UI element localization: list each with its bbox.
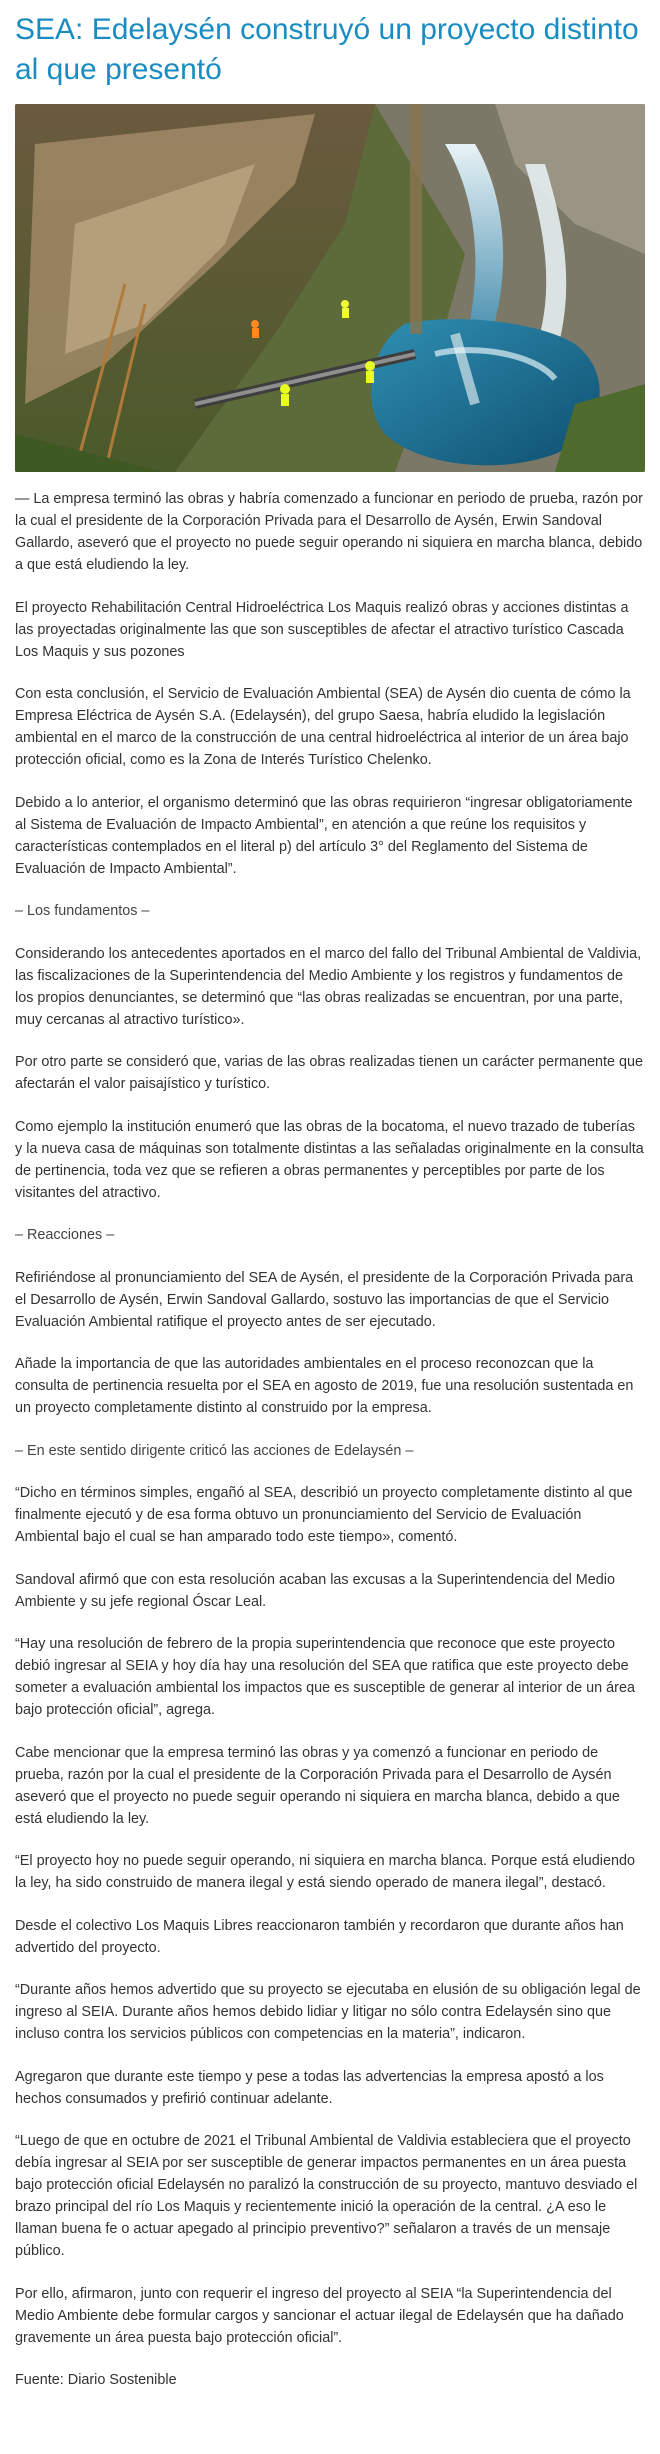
- paragraph-quote: “Hay una resolución de febrero de la propia superintendencia que reconoce que este proyecto debió ingresar al SEIA y hoy día hay una resolución del SEA que ratifica que este proyecto debe someter a evaluación ambiental los impactos que es susceptible de generar al interior de un área bajo protección oficial”, agrega.: [15, 1636, 635, 1718]
- paragraph-lead: — La empresa terminó las obras y habría comenzado a funcionar en periodo de prueba, razón por la cual el presidente de la Corporación Privada para el Desarrollo de Aysén, Erwin Sandoval Gallardo, aseveró que el proyecto no puede seguir operando ni siquiera en marcha blanca, debido a que está eludiendo la ley.: [15, 491, 643, 573]
- paragraph: Con esta conclusión, el Servicio de Evaluación Ambiental (SEA) de Aysén dio cuenta de cómo la Empresa Eléctrica de Aysén S.A. (Edelaysén), del grupo Saesa, habría eludido la legislación ambiental en el marco de la construcción de una central hidroeléctrica al interior de un área bajo protección oficial, como es la Zona de Interés Turístico Chelenko.: [15, 686, 631, 768]
- article-title: SEA: Edelaysén construyó un proyecto distinto al que presentó: [15, 13, 639, 86]
- source-credit: Fuente: Diario Sostenible: [15, 2372, 177, 2388]
- section-heading-fundamentos: – Los fundamentos –: [15, 903, 150, 919]
- paragraph-quote: “Dicho en términos simples, engañó al SEA, describió un proyecto completamente distinto al que finalmente ejecutó y de esa forma obtuvo un pronunciamiento del Servicio de Evaluación Ambiental bajo el cual se han amparado todo este tiempo», comentó.: [15, 1485, 633, 1545]
- paragraph: Considerando los antecedentes aportados en el marco del fallo del Tribunal Ambiental de Valdivia, las fiscalizaciones de la Superintendencia del Medio Ambiente y los registros y fundamentos de los propios denunciantes, se determinó que “las obras realizadas se encuentran, por una parte, muy cercanas al atractivo turístico».: [15, 945, 642, 1028]
- paragraph: Por ello, afirmaron, junto con requerir el ingreso del proyecto al SEIA “la Superintendencia del Medio Ambiente debe formular cargos y sancionar el actuar ilegal de Edelaysén que ha dañado gravemente un área puesta bajo protección oficial”.: [15, 2285, 624, 2346]
- paragraph: Refiriéndose al pronunciamiento del SEA de Aysén, el presidente de la Corporación Privada para el Desarrollo de Aysén, Erwin Sandoval Gallardo, sostuvo las importancias de que el Servicio Evaluación Ambiental ratifique el proyecto antes de ser ejecutado.: [15, 1269, 634, 1330]
- hero-image: [15, 104, 645, 472]
- paragraph: Agregaron que durante este tiempo y pese a todas las advertencias la empresa apostó a los hechos consumados y prefirió continuar adelante.: [15, 2068, 604, 2107]
- paragraph: Cabe mencionar que la empresa terminó las obras y ya comenzó a funcionar en periodo de prueba, razón por la cual el presidente de la Corporación Privada para el Desarrollo de Aysén aseveró que el proyecto no puede seguir operando ni siquiera en marcha blanca, debido a que está eludiendo la ley.: [15, 1744, 620, 1827]
- paragraph: Añade la importancia de que las autoridades ambientales en el proceso reconozcan que la consulta de pertinencia resuelta por el SEA en agosto de 2019, fue una resolución sustentada en un proyecto completamente distinto al construido por la empresa.: [15, 1356, 634, 1416]
- paragraph: Sandoval afirmó que con esta resolución acaban las excusas a la Superintendencia del Medio Ambiente y su jefe regional Óscar Leal.: [15, 1571, 615, 1610]
- paragraph: El proyecto Rehabilitación Central Hidroeléctrica Los Maquis realizó obras y acciones distintas a las proyectadas originalmente las que son susceptibles de afectar el atractivo turístico Cascada Los Maquis y sus pozones: [15, 599, 629, 660]
- section-heading-criticas: – En este sentido dirigente criticó las acciones de Edelaysén –: [15, 1442, 414, 1459]
- paragraph-quote: “Luego de que en octubre de 2021 el Tribunal Ambiental de Valdivia estableciera que el proyecto debía ingresar al SEIA por ser susceptible de generar impactos permanentes en un área puesta bajo protección oficial Edelaysén no paralizó la construcción de su proyecto, mantuvo desviado el brazo principal del río Los Maquis y recientemente inició la operación de la central. ¿A eso le llaman buena fe o actuar apegado al principio preventivo?” señalaron a través de un mensaje público.: [15, 2133, 638, 2259]
- paragraph: Por otro parte se consideró que, varias de las obras realizadas tienen un carácter permanente que afectarán el valor paisajístico y turístico.: [15, 1054, 643, 1092]
- paragraph: Debido a lo anterior, el organismo determinó que las obras requirieron “ingresar obligatoriamente al Sistema de Evaluación de Impacto Ambiental”, en atención a que reúne los requisitos y características contemplados en el literal p) del artículo 3° del Reglamento del Sistema de Evaluación de Impacto Ambiental”.: [15, 794, 633, 877]
- paragraph-quote: “Durante años hemos advertido que su proyecto se ejecutaba en elusión de su obligación legal de ingreso al SEIA. Durante años hemos debido lidiar y litigar no sólo contra Edelaysén sino que incluso contra los servicios públicos con competencias en la materia”, indicaron.: [15, 1982, 641, 2042]
- paragraph: Desde el colectivo Los Maquis Libres reaccionaron también y recordaron que durante años han advertido del proyecto.: [15, 1917, 624, 1956]
- paragraph-quote: “El proyecto hoy no puede seguir operando, ni siquiera en marcha blanca. Porque está eludiendo la ley, ha sido construido de manera ilegal y está siendo operado de manera ilegal”, destacó.: [15, 1853, 636, 1891]
- paragraph: Como ejemplo la institución enumeró que las obras de la bocatoma, el nuevo trazado de tuberías y la nueva casa de máquinas son totalmente distintas a las señaladas originalmente en la consulta de pertinencia, toda vez que se refieren a obras permanentes y perceptibles por parte de los visitantes del atractivo.: [15, 1118, 644, 1201]
- section-heading-reacciones: – Reacciones –: [15, 1227, 115, 1243]
